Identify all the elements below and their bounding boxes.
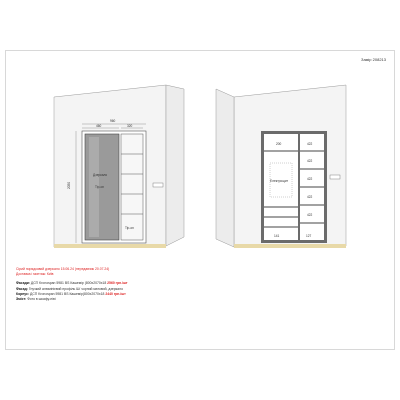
col-dim-5: 422 xyxy=(307,213,313,217)
spec-key-1: Фасади: xyxy=(16,281,30,286)
tip-on-side-label: Tip-on xyxy=(125,226,134,230)
left-elevation xyxy=(54,85,184,248)
dim-right-label: 320 xyxy=(127,124,133,128)
spec-text-1: ДСП Kronospan 5981 BS Кашемір (800х2070х18 xyxy=(30,281,107,286)
order-tag: Замір 208213 xyxy=(361,57,386,62)
bottom-left-label: 141 xyxy=(274,234,280,238)
left-shelf-column xyxy=(121,134,143,240)
note-line-1: Сірий порядковий дзеркало 15.06.24 (передавчик 20.07.24) xyxy=(16,267,110,271)
spec-line-4 xyxy=(16,297,386,302)
mirror-label: Дзеркало xyxy=(93,173,108,177)
dim-height-label: 2050 xyxy=(67,181,71,189)
left-socket xyxy=(153,183,163,187)
right-socket xyxy=(330,175,340,179)
col-dim-2: 422 xyxy=(307,159,313,163)
drawing-sheet xyxy=(5,50,395,350)
left-side-wall xyxy=(166,85,184,246)
electric-label: Електрощит xyxy=(270,179,289,183)
spec-key-2: Фасад: xyxy=(16,286,28,291)
tip-on-label: Тір-on xyxy=(95,185,105,189)
note-line-2: Доставка і монтаж: Київ xyxy=(16,272,54,277)
dim-left-label: 460 xyxy=(96,124,102,128)
col-dim-1: 422 xyxy=(307,142,313,146)
spec-key-4: Зміст: xyxy=(16,297,27,302)
spec-list xyxy=(16,281,386,302)
dim-top-label: 960 xyxy=(110,119,116,123)
right-elevation xyxy=(216,85,346,248)
spec-price-3: 2440 грн./шт xyxy=(105,291,126,296)
col-dim-4: 422 xyxy=(307,195,313,199)
spec-key-3: Корпус: xyxy=(16,291,30,296)
spec-text-2: Гнучкий алюмінієвий профіль Ш/ чорний матовий, дзеркало xyxy=(28,286,123,291)
spec-text-4: Фото в шкафу-ніві xyxy=(27,297,56,302)
elevation-drawings xyxy=(6,51,396,261)
spec-text-3: ДСП Kronospan 5981 BS Кашемір(800х2070х18 xyxy=(30,291,105,296)
notes-block xyxy=(16,267,386,302)
col-dim-3: 422 xyxy=(307,177,313,181)
top-value-label: 200 xyxy=(276,142,282,146)
right-floor xyxy=(234,244,346,248)
left-floor xyxy=(54,244,166,248)
spec-price-1: 2560 грн./шт xyxy=(107,281,128,286)
right-side-wall xyxy=(216,89,234,247)
bottom-right-label: 127 xyxy=(306,234,312,238)
